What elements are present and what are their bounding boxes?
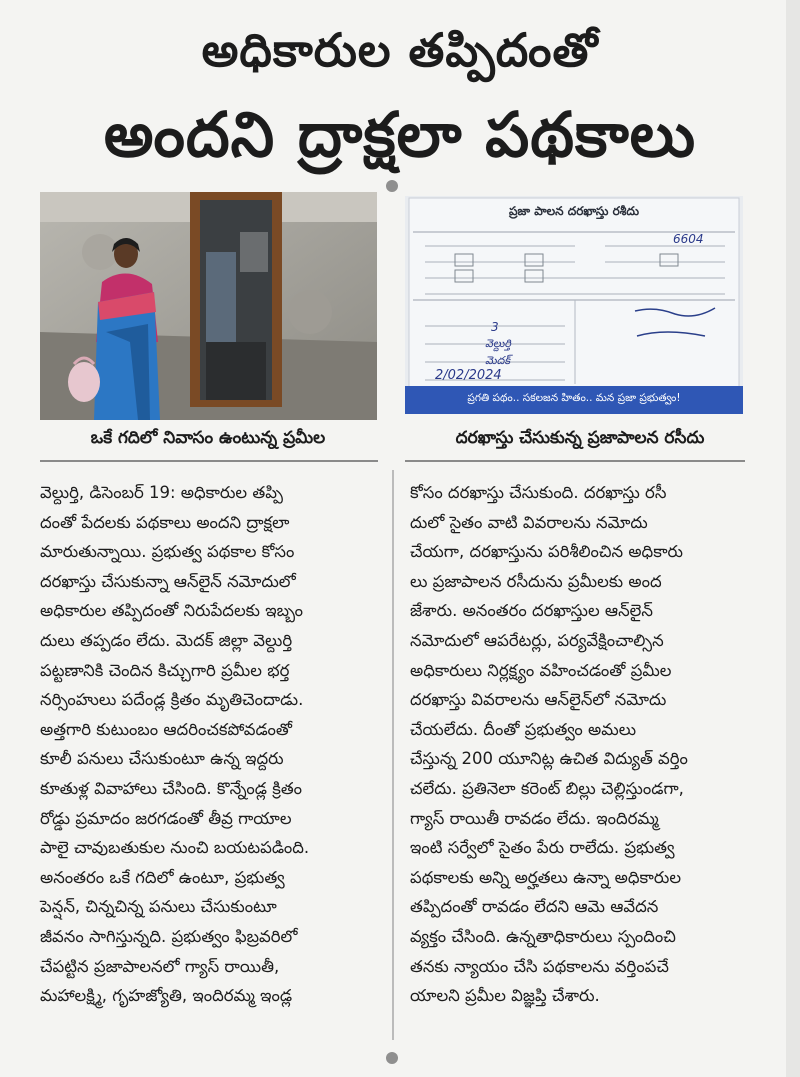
article-line: యాలని ప్రమీల విజ్ఞప్తి చేశారు. <box>410 986 600 1006</box>
article-line: వెల్దుర్తి, డిసెంబర్ 19: అధికారుల తప్పి <box>40 483 283 502</box>
article-line: చలేదు. ప్రతినెలా కరెంట్ బిల్లు చెల్లిస్తుండగా, <box>410 778 684 798</box>
article-line: పెన్షన్, చిన్నచిన్న పనులు చేసుకుంటూ <box>40 897 277 917</box>
column-divider <box>392 470 394 1040</box>
article-line: వ్యక్తం చేసింది. ఉన్నతాధికారులు స్పందించి <box>410 926 676 946</box>
receipt-field-ward: 3 <box>491 320 499 334</box>
article-line: దంతో పేదలకు పథకాలు అందని ద్రాక్షలా <box>40 512 290 532</box>
application-receipt <box>405 196 743 414</box>
receipt-title: ప్రజా పాలన దరఖాస్తు రశీదు <box>509 204 639 218</box>
caption-rule-left <box>40 460 378 462</box>
article-line: దరఖాస్తు వివరాలను ఆన్‌లైన్‌లో నమోదు <box>410 690 667 710</box>
receipt-field-district: మెదక్ <box>485 354 511 367</box>
caption-right: దరఖాస్తు చేసుకున్న ప్రజాపాలన రసీదు <box>455 428 705 448</box>
article-line: పాలై చావుబతుకుల నుంచి బయటపడింది. <box>40 838 310 858</box>
article-line: అధికారుల తప్పిదంతో నిరుపేదలకు ఇబ్బం <box>40 601 303 621</box>
article-line: లు ప్రజాపాలన రసీదును ప్రమీలకు అంద <box>410 571 662 591</box>
receipt-number: 6604 <box>673 232 704 246</box>
article-column-left <box>40 478 380 1011</box>
receipt-footer: ప్రగతి పథం.. సకలజన హితం.. మన ప్రజా ప్రభుత్వం! <box>467 392 681 404</box>
article-line: కూలీ పనులు చేసుకుంటూ ఉన్న ఇద్దరు <box>40 749 284 769</box>
receipt-date: 2/02/2024 <box>435 368 502 383</box>
article-line: అనంతరం ఒకే గదిలో ఉంటూ, ప్రభుత్వ <box>40 867 285 887</box>
article-line: చేస్తున్న 200 యూనిట్ల ఉచిత విద్యుత్ వర్తిం <box>410 749 688 769</box>
article-line: పట్టణానికి చెందిన కిచ్చుగారి ప్రమీల భర్త <box>40 660 290 680</box>
article-line: గ్యాస్ రాయితీ రావడం లేదు. ఇందిరమ్మ <box>410 808 659 828</box>
caption-rule-right <box>405 460 745 462</box>
photo-woman-doorway <box>40 192 377 420</box>
article-line: జీవనం సాగిస్తున్నది. ప్రభుత్వం ఫిబ్రవరిలో <box>40 926 298 946</box>
article-line: దులు తప్పడం లేదు. మెదక్ జిల్లా వెల్దుర్తి <box>40 630 293 650</box>
column-dot-top <box>386 180 398 192</box>
article-line: పథకాలకు అన్ని అర్హతలు ఉన్నా అధికారుల <box>410 867 682 887</box>
article-line: ఇంటి సర్వేలో సైతం పేరు రాలేదు. ప్రభుత్వ <box>410 838 675 858</box>
article-line: మహాలక్ష్మి, గృహజ్యోతి, ఇందిరమ్మ ఇండ్ల <box>40 986 293 1006</box>
article-line: చేపట్టిన ప్రజాపాలనలో గ్యాస్ రాయితీ, <box>40 956 280 976</box>
article-line: తప్పిదంతో రావడం లేదని ఆమె ఆవేదన <box>410 897 659 917</box>
article-line: అధికారులు నిర్లక్ష్యం వహించడంతో ప్రమీల <box>410 660 672 680</box>
article-line: జేశారు. అనంతరం దరఖాస్తుల ఆన్‌లైన్ <box>410 601 653 621</box>
caption-left: ఒకే గదిలో నివాసం ఉంటున్న ప్రమీల <box>90 428 326 448</box>
article-line: కూతుళ్ల వివాహాలు చేసింది. కొన్నేండ్ల క్రితం <box>40 778 303 798</box>
article-line: రోడ్డు ప్రమాదం జరగడంతో తీవ్ర గాయాల <box>40 808 292 828</box>
article-line: చేయగా, దరఖాస్తును పరిశీలించిన అధికారు <box>410 542 684 562</box>
photo-illustration <box>40 192 377 420</box>
article-line: చేయలేదు. దీంతో ప్రభుత్వం అమలు <box>410 719 637 739</box>
article-line: అత్తగారి కుటుంబం ఆదరించకపోవడంతో <box>40 719 292 739</box>
column-dot-bottom <box>386 1052 398 1064</box>
article-line: దులో సైతం వాటి వివరాలను నమోదు <box>410 512 648 532</box>
headline-line2: అందని ద్రాక్షలా పథకాలు <box>103 98 697 171</box>
article-line: నర్సింహులు పదేండ్ల క్రితం మృతిచెందాడు. <box>40 690 304 710</box>
receipt-field-village: వెల్దుర్తి <box>485 337 511 350</box>
article-line: నమోదులో ఆపరేటర్లు, పర్యవేక్షించాల్సిన <box>410 630 664 650</box>
headline-line1: అధికారుల తప్పిదంతో <box>201 23 599 77</box>
article-line: మారుతున్నాయి. ప్రభుత్వ పథకాల కోసం <box>40 542 295 562</box>
article-line: తనకు న్యాయం చేసి పథకాలను వర్తింపచే <box>410 956 669 976</box>
article-column-right <box>410 478 750 1011</box>
article-line: కోసం దరఖాస్తు చేసుకుంది. దరఖాస్తు రసీ <box>410 483 667 502</box>
article-line: దరఖాస్తు చేసుకున్నా ఆన్‌లైన్ నమోదులో <box>40 571 296 591</box>
